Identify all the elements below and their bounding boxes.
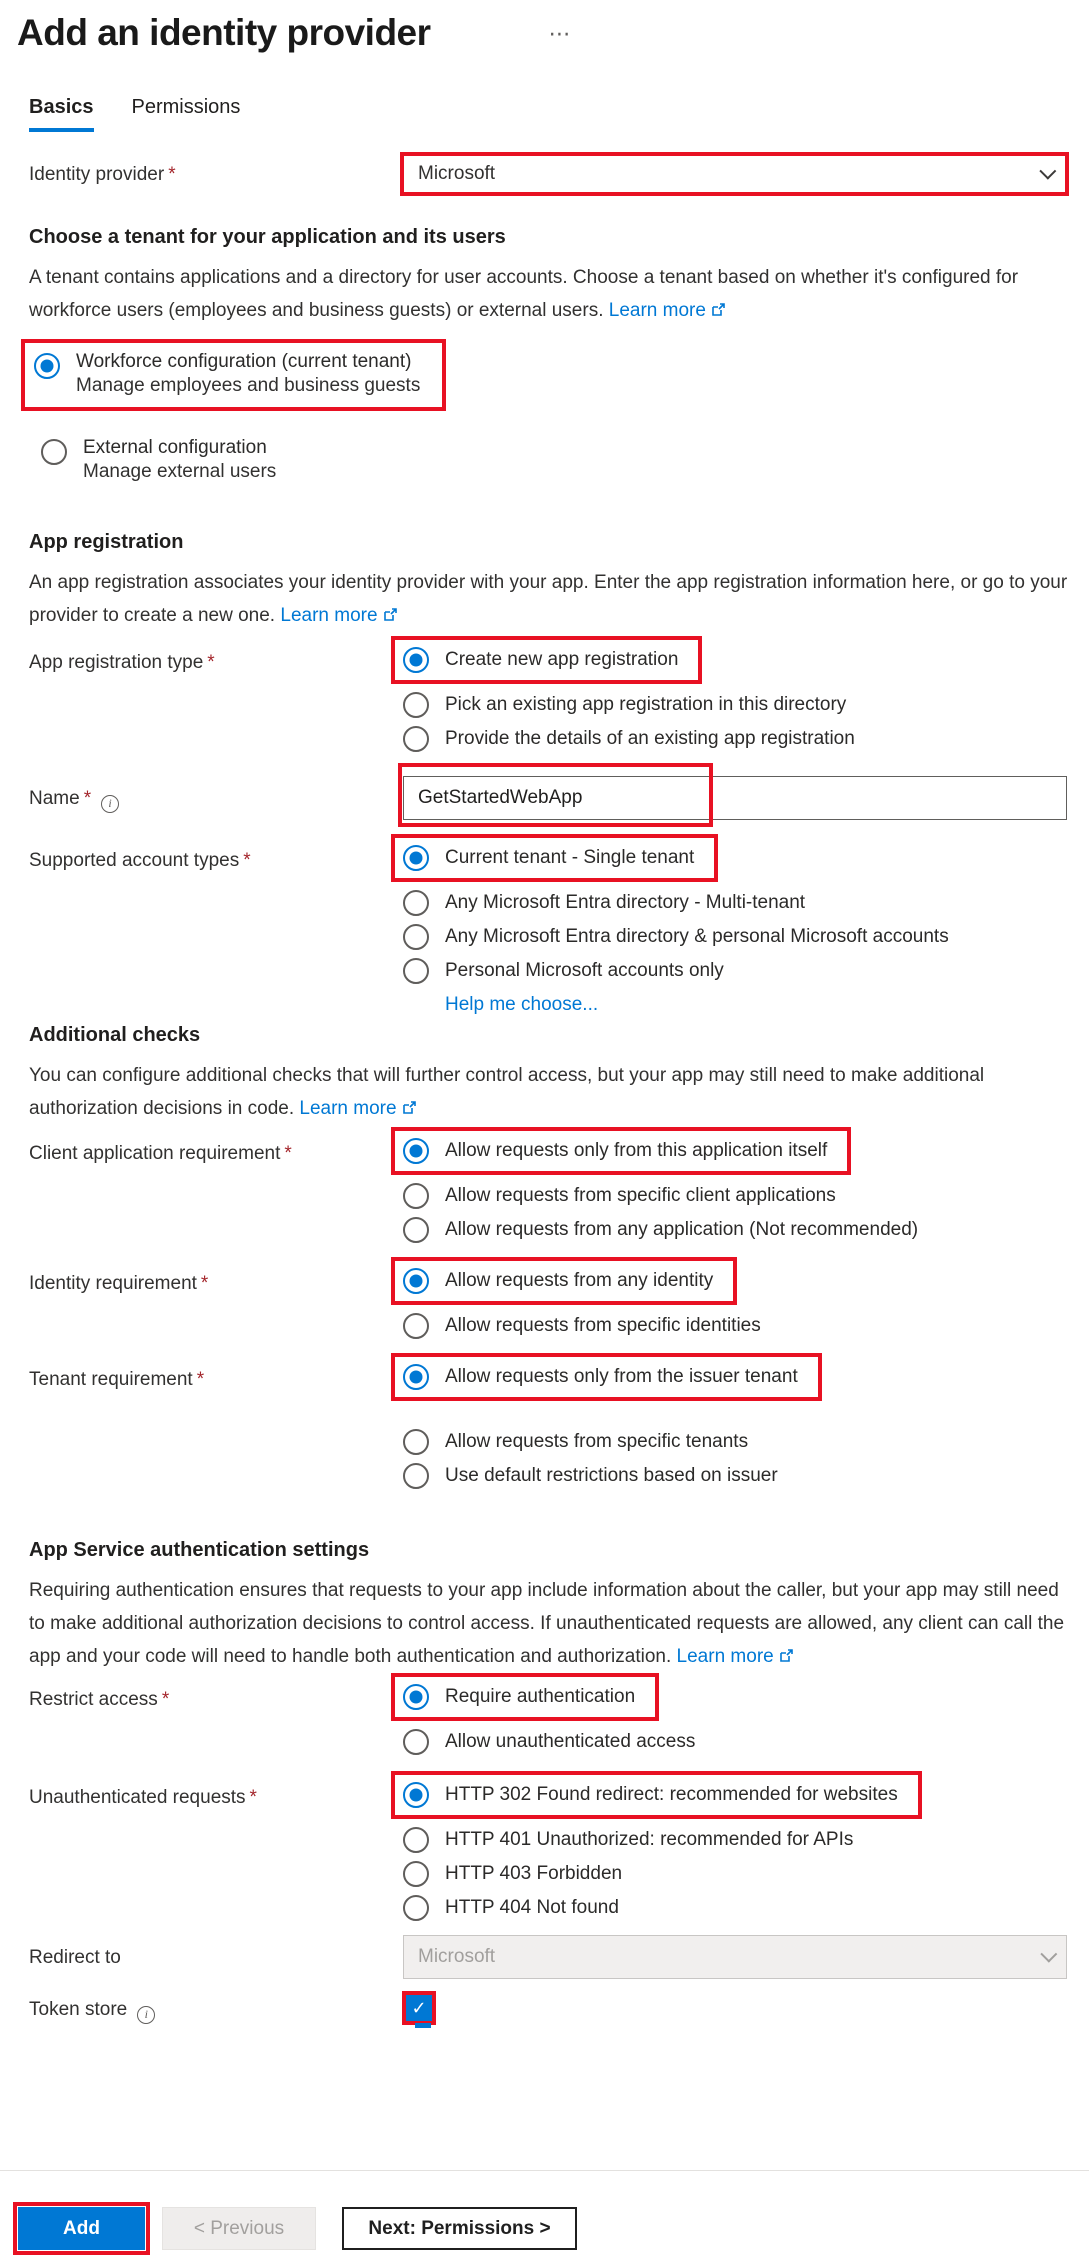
radio-label: Current tenant - Single tenant [445, 847, 695, 868]
radio-selected-icon[interactable] [403, 845, 429, 871]
radio-label: Any Microsoft Entra directory - Multi-tenant [445, 892, 806, 913]
chevron-down-icon [1040, 1946, 1057, 1963]
highlight-box [400, 152, 1069, 196]
radio-unselected-icon[interactable] [403, 692, 429, 718]
radio-selected-icon[interactable] [403, 1364, 429, 1390]
required-marker: * [207, 652, 215, 673]
radio-label: HTTP 302 Found redirect: recommended for websites [445, 1784, 898, 1805]
radio-unselected-icon[interactable] [403, 924, 429, 950]
identity-provider-dropdown[interactable] [404, 156, 1065, 192]
learn-more-link[interactable]: Learn more [299, 1098, 416, 1119]
tenant-section-heading: Choose a tenant for your application and its users [29, 226, 506, 248]
radio-option[interactable] [403, 1782, 898, 1808]
radio-option[interactable] [403, 845, 694, 871]
highlight-box [391, 1257, 737, 1305]
radio-label: Allow requests only from this application itself [445, 1140, 828, 1161]
radio-unselected-icon[interactable] [403, 1895, 429, 1921]
token-store-checkbox[interactable] [406, 1995, 432, 2021]
radio-label: HTTP 401 Unauthorized: recommended for APIs [445, 1829, 854, 1850]
tenant-section-description: A tenant contains applications and a directory for user accounts. Choose a tenant based on whether it's configured for workforce users (employees and business guests) or external users. Learn more [29, 267, 1019, 321]
more-options-button[interactable]: ⋯ [548, 21, 572, 46]
radio-option[interactable] [403, 924, 1069, 950]
radio-option[interactable] [403, 1429, 1069, 1455]
radio-label: Allow requests from specific client applications [445, 1185, 836, 1206]
identity-provider-row [29, 152, 1069, 196]
highlight-box [391, 834, 718, 882]
tab-bar [29, 96, 1069, 132]
radio-option[interactable] [403, 1895, 1069, 1921]
identity-provider-label: Identity provider * [29, 164, 176, 185]
identity-requirement-label: Identity requirement * [29, 1273, 209, 1294]
radio-option[interactable] [403, 1684, 635, 1710]
client-requirement-row [29, 1127, 1069, 1243]
auth-section-description: Requiring authentication ensures that requests to your app include information about the caller, but your app may still need to make additional authorization decisions to control access. If unauthenticated requests are allowed, any client can call the app and your code will need to handle both authentication and authorization. Learn more [29, 1580, 1065, 1667]
radio-unselected-icon[interactable] [403, 1429, 429, 1455]
required-marker: * [168, 164, 176, 185]
tab-permissions[interactable]: Permissions [131, 96, 241, 118]
auth-section-heading: App Service authentication settings [29, 1539, 370, 1561]
unauthenticated-requests-row [29, 1771, 1069, 1921]
radio-label: Any Microsoft Entra directory & personal Microsoft accounts [445, 926, 949, 947]
chevron-down-icon [1039, 163, 1056, 180]
redirect-to-row [29, 1935, 1069, 1979]
radio-label: Allow requests only from the issuer tenant [445, 1366, 798, 1387]
radio-unselected-icon[interactable] [403, 1463, 429, 1489]
radio-label: Allow requests from specific tenants [445, 1431, 749, 1452]
highlight-box [391, 1673, 659, 1721]
radio-option-workforce[interactable] [34, 351, 420, 397]
highlight-box [391, 1771, 922, 1819]
radio-label: Use default restrictions based on issuer [445, 1465, 778, 1486]
appreg-section-heading: App registration [29, 531, 184, 553]
radio-unselected-icon[interactable] [41, 439, 67, 465]
radio-label: Allow requests from specific identities [445, 1315, 761, 1336]
client-requirement-label: Client application requirement * [29, 1143, 292, 1164]
radio-unselected-icon[interactable] [403, 958, 429, 984]
external-link-icon [779, 1648, 794, 1663]
radio-label: HTTP 403 Forbidden [445, 1863, 623, 1884]
learn-more-link[interactable]: Learn more [677, 1646, 794, 1667]
highlight-box [13, 2202, 150, 2255]
account-types-label: Supported account types * [29, 850, 251, 871]
radio-option[interactable] [403, 1313, 1069, 1339]
redirect-to-dropdown [403, 1935, 1067, 1979]
add-button[interactable]: Add [18, 2207, 145, 2250]
app-name-input[interactable] [403, 776, 1067, 820]
radio-selected-icon[interactable] [403, 1684, 429, 1710]
radio-option[interactable] [403, 1463, 1069, 1489]
external-link-icon [711, 302, 726, 317]
tenant-requirement-row [29, 1353, 1069, 1489]
appreg-type-row [29, 636, 1069, 752]
radio-option[interactable] [403, 1827, 1069, 1853]
page-title: Add an identity provider [17, 12, 431, 53]
token-store-label: Token store i [29, 1991, 403, 2024]
radio-label: Provide the details of an existing app registration [445, 728, 855, 749]
identity-requirement-row [29, 1257, 1069, 1339]
radio-selected-icon[interactable] [34, 353, 60, 379]
radio-unselected-icon[interactable] [403, 726, 429, 752]
radio-option-external[interactable] [41, 437, 1069, 483]
footer-actions [13, 2202, 577, 2255]
radio-option[interactable] [403, 692, 1069, 718]
required-marker: * [196, 1369, 205, 1390]
unauthenticated-requests-label: Unauthenticated requests * [29, 1787, 257, 1808]
radio-option[interactable] [403, 1861, 1069, 1887]
required-marker: * [284, 1143, 292, 1164]
learn-more-link[interactable]: Learn more [280, 605, 397, 626]
highlight-box [402, 1991, 436, 2025]
next-permissions-button[interactable]: Next: Permissions > [342, 2207, 577, 2250]
radio-label: Personal Microsoft accounts only [445, 960, 724, 981]
radio-selected-icon[interactable] [403, 1782, 429, 1808]
radio-unselected-icon[interactable] [403, 1217, 429, 1243]
required-marker: * [243, 850, 251, 871]
help-me-choose-link[interactable]: Help me choose... [445, 994, 599, 1015]
checkbox-tail [415, 2023, 431, 2028]
radio-selected-icon[interactable] [403, 647, 429, 673]
radio-option[interactable] [403, 1729, 1069, 1755]
redirect-to-value: Microsoft [418, 1946, 496, 1967]
radio-option[interactable] [403, 647, 678, 673]
radio-label: Allow unauthenticated access [445, 1731, 696, 1752]
info-icon[interactable]: i [137, 2006, 155, 2024]
radio-unselected-icon[interactable] [403, 1729, 429, 1755]
checkmark-icon: ✓ [411, 1997, 427, 2018]
required-marker: * [161, 1689, 170, 1710]
account-types-row [29, 834, 1069, 1016]
radio-label: Create new app registration [445, 649, 679, 670]
radio-selected-icon[interactable] [403, 1268, 429, 1294]
name-label: Name * i [29, 776, 403, 813]
checks-section-heading: Additional checks [29, 1024, 201, 1046]
appreg-section-description: An app registration associates your identity provider with your app. Enter the app registration information here, or go to your provider to create a new one. Learn more [29, 572, 1068, 626]
required-marker: * [200, 1273, 209, 1294]
external-link-icon [383, 607, 398, 622]
previous-button: < Previous [162, 2207, 316, 2250]
appreg-type-label: App registration type * [29, 652, 215, 673]
radio-label: Workforce configuration (current tenant) [76, 351, 412, 372]
footer-divider [0, 2170, 1089, 2171]
redirect-to-label: Redirect to [29, 1947, 121, 1968]
page-header [17, 10, 1069, 56]
tab-basics[interactable]: Basics [29, 96, 94, 132]
radio-label: Allow requests from any identity [445, 1270, 714, 1291]
radio-label: Pick an existing app registration in this directory [445, 694, 847, 715]
checks-section-description: You can configure additional checks that will further control access, but your app may still need to make additional authorization decisions in code. Learn more [29, 1065, 985, 1119]
learn-more-link[interactable]: Learn more [609, 300, 726, 321]
radio-option[interactable] [403, 726, 1069, 752]
radio-selected-icon[interactable] [403, 1138, 429, 1164]
required-marker: * [249, 1787, 257, 1808]
name-row [29, 776, 1069, 820]
radio-unselected-icon[interactable] [403, 1183, 429, 1209]
highlight-box [391, 1127, 851, 1175]
radio-option[interactable] [403, 1364, 798, 1390]
radio-label: External configuration [83, 437, 267, 458]
radio-unselected-icon[interactable] [403, 890, 429, 916]
radio-option[interactable] [403, 1183, 1069, 1209]
radio-description: Manage employees and business guests [76, 375, 421, 396]
radio-unselected-icon[interactable] [403, 1827, 429, 1853]
radio-label: Require authentication [445, 1686, 636, 1707]
radio-option[interactable] [403, 958, 1069, 984]
radio-option[interactable] [403, 1138, 827, 1164]
radio-label: Allow requests from any application (Not recommended) [445, 1219, 919, 1240]
radio-unselected-icon[interactable] [403, 1861, 429, 1887]
radio-option[interactable] [403, 1268, 713, 1294]
tenant-requirement-label: Tenant requirement * [29, 1369, 205, 1390]
highlight-box [391, 1353, 822, 1401]
identity-provider-value: Microsoft [418, 163, 496, 184]
restrict-access-label: Restrict access * [29, 1689, 170, 1710]
radio-option[interactable] [403, 890, 1069, 916]
required-marker: * [83, 788, 92, 809]
external-link-icon [402, 1100, 417, 1115]
restrict-access-row [29, 1673, 1069, 1755]
highlight-box [21, 339, 446, 411]
highlight-box [391, 636, 702, 684]
radio-description: Manage external users [83, 461, 277, 482]
info-icon[interactable]: i [101, 795, 119, 813]
radio-unselected-icon[interactable] [403, 1313, 429, 1339]
radio-label: HTTP 404 Not found [445, 1897, 619, 1918]
radio-option[interactable] [403, 1217, 1069, 1243]
token-store-row [29, 1991, 1069, 2025]
